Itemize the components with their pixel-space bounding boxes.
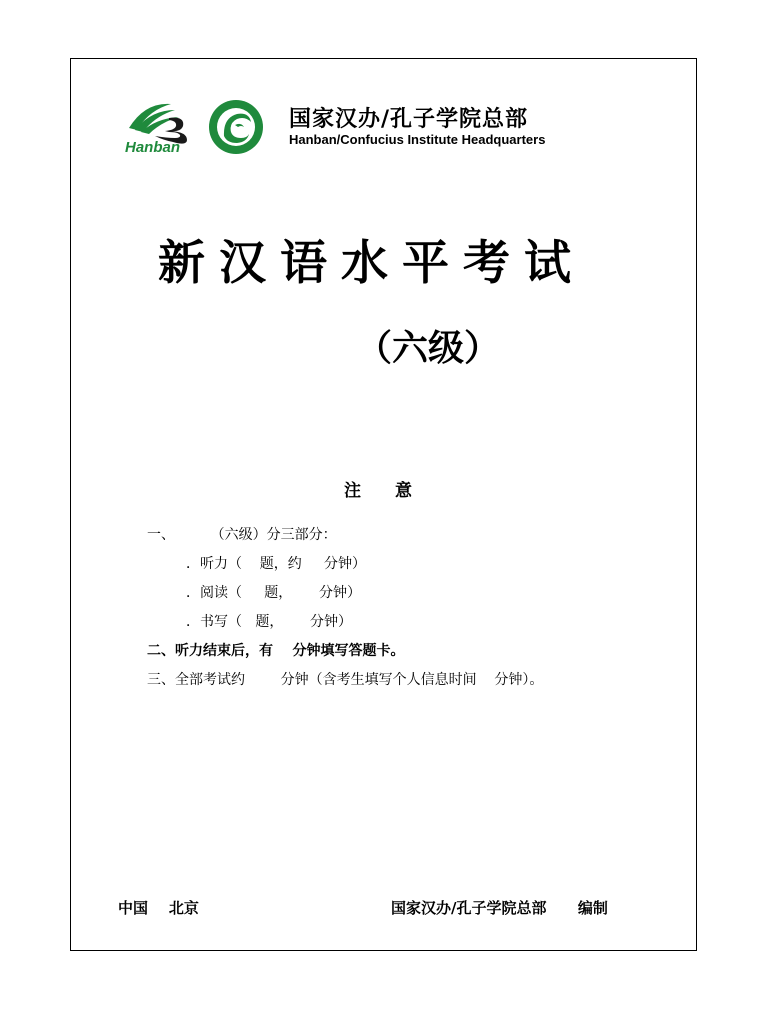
hanban-logo [125, 98, 195, 154]
notice-item-1: 一、 （六级）分三部分： [147, 527, 337, 543]
hanban-logo-text: Hanban [125, 139, 181, 154]
notice-item-3: 三、全部考试约 分钟（含考生填写个人信息时间 分钟）。 [147, 672, 544, 688]
footer-publisher: 国家汉办/孔子学院总部 编制 [391, 899, 608, 917]
notice-item-1-writing: ．书写（ 题， 分钟） [186, 614, 353, 630]
confucius-institute-logo [207, 98, 265, 156]
footer-location: 中国 北京 [118, 899, 199, 917]
exam-level: （六级） [356, 327, 501, 369]
org-name-en: Hanban/Confucius Institute Headquarters [289, 132, 546, 147]
notice-item-2: 二、听力结束后，有 分钟填写答题卡。 [147, 643, 405, 659]
notice-heading: 注意 [344, 481, 446, 501]
exam-title: 新汉语水平考试 [158, 236, 585, 291]
notice-item-1-listening: ．听力（ 题，约 分钟） [186, 556, 367, 572]
page-border [70, 58, 697, 951]
notice-item-1-reading: ．阅读（ 题， 分钟） [186, 585, 361, 601]
org-name-cn: 国家汉办/孔子学院总部 [289, 107, 529, 132]
